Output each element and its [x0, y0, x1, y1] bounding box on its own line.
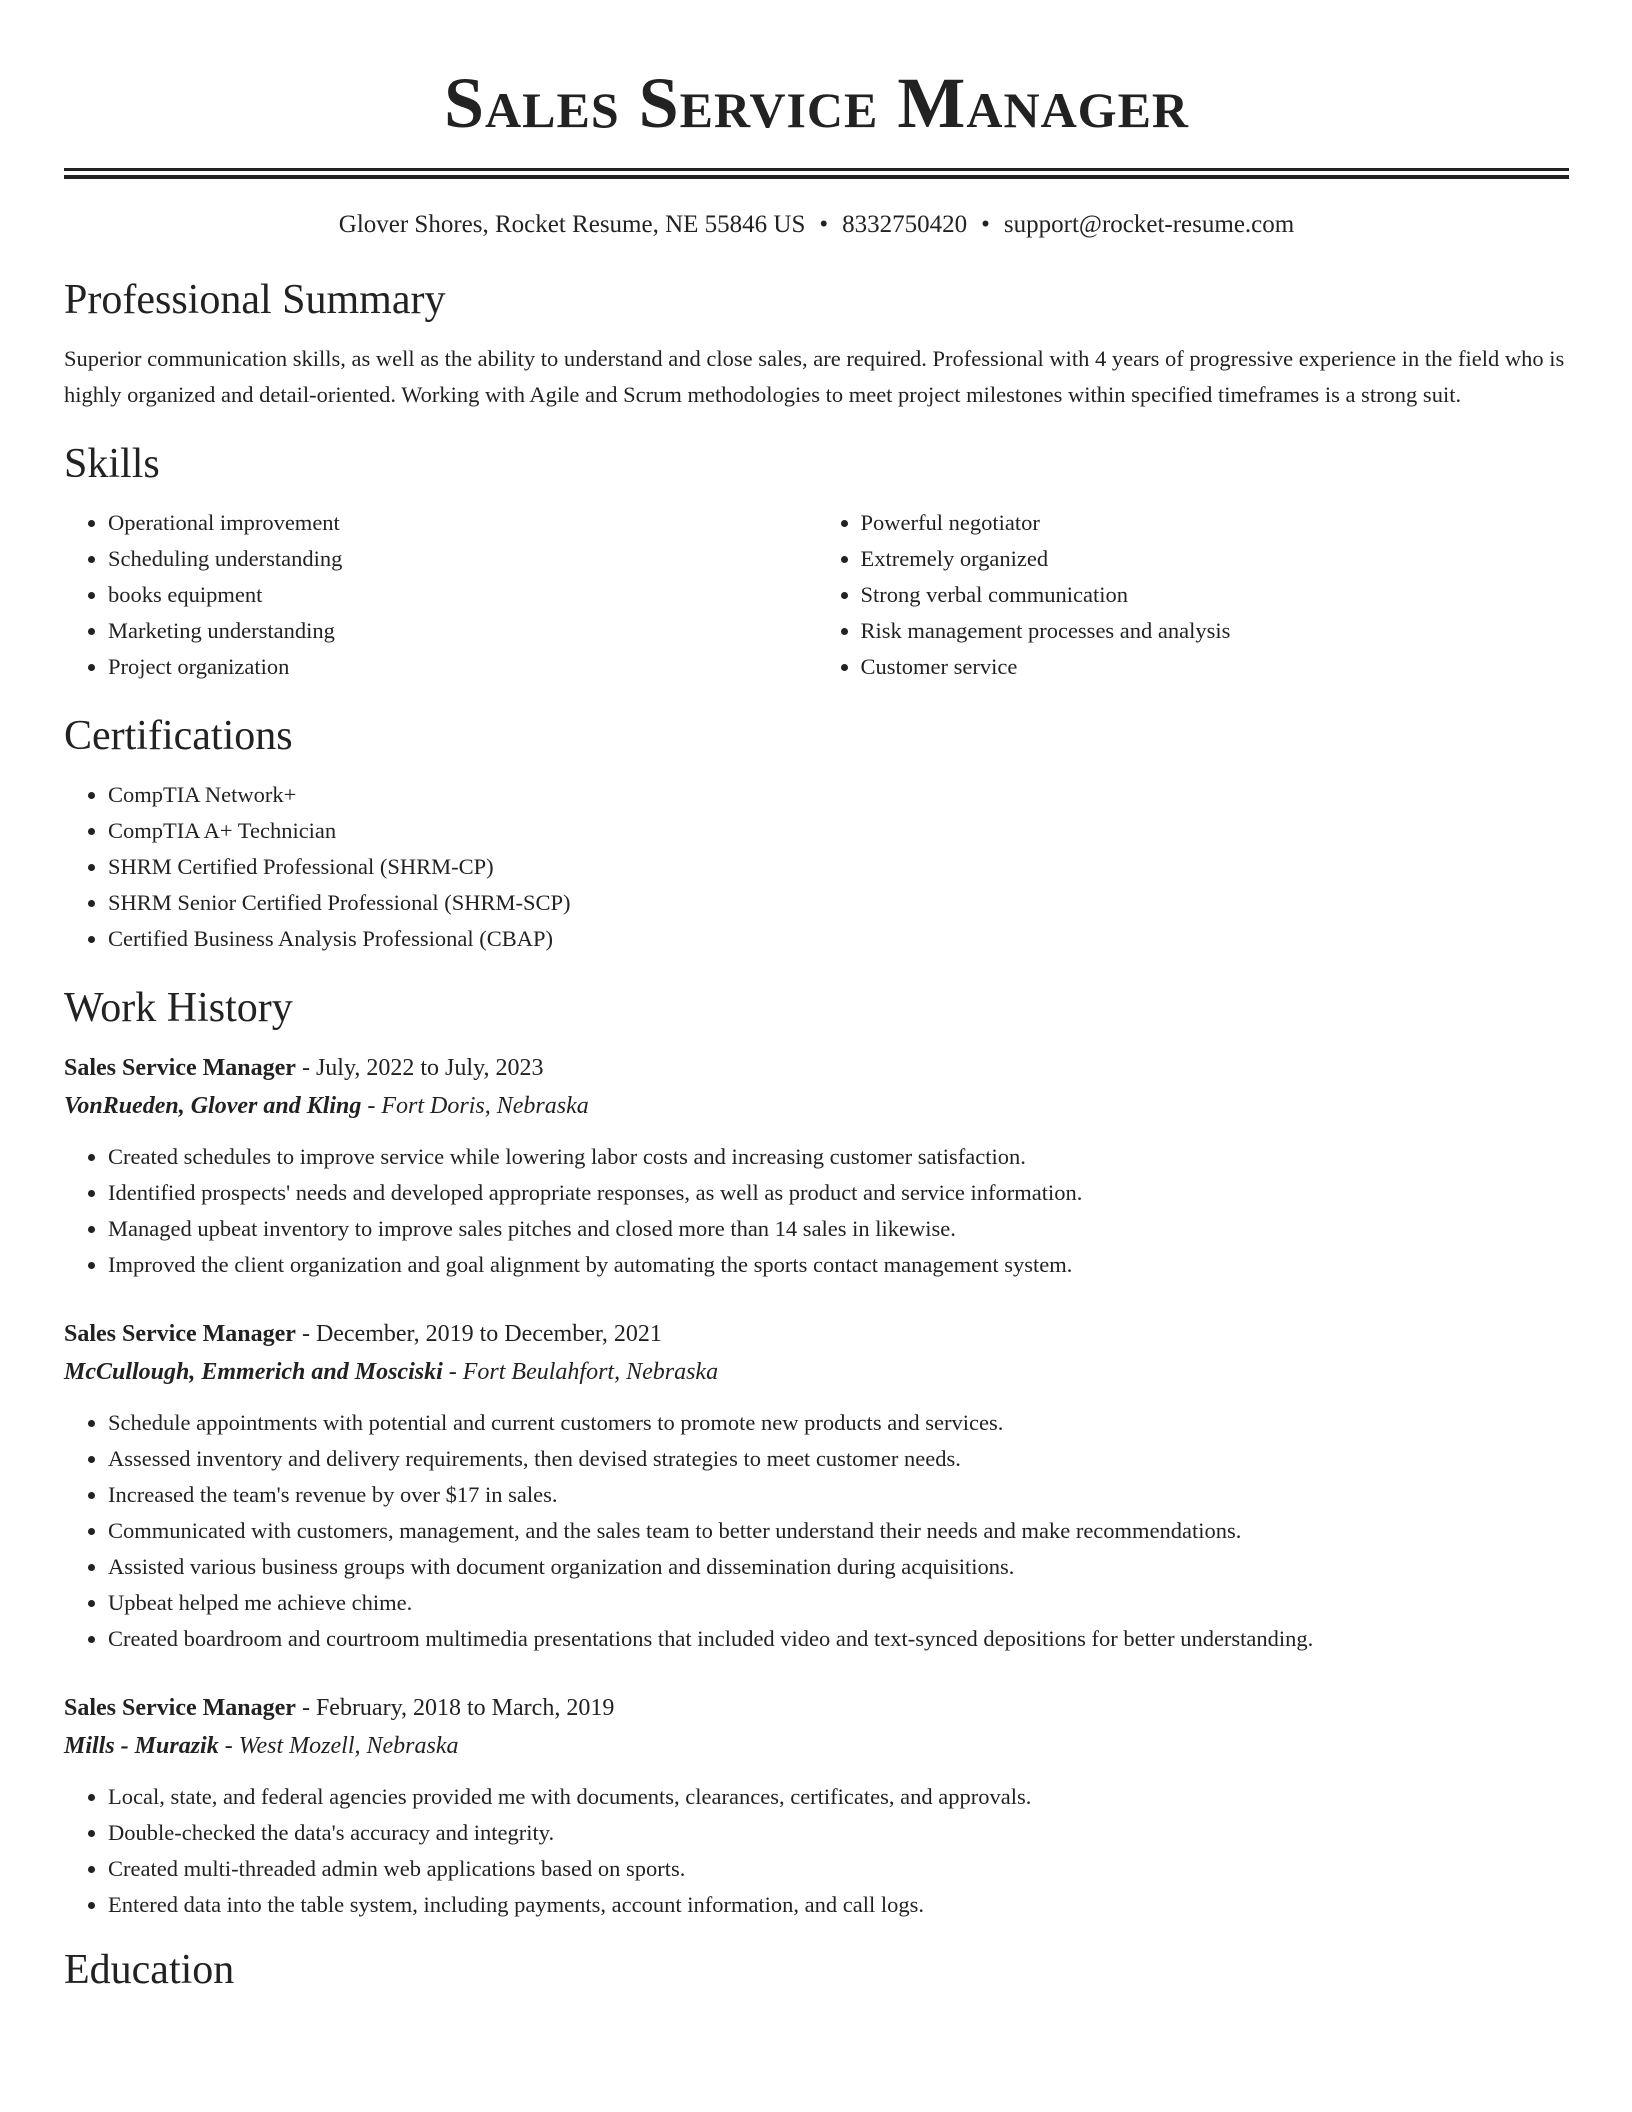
skill-item: • Strong verbal communication — [861, 577, 1570, 613]
job-location: West Mozell, Nebraska — [238, 1733, 459, 1759]
job-company-line: VonRueden, Glover and Kling - Fort Doris, Nebraska — [64, 1093, 589, 1119]
job-bullet: • Upbeat helped me achieve chime. — [108, 1585, 1569, 1621]
skill-item: • Scheduling understanding — [108, 541, 817, 577]
skill-item: • Customer service — [861, 649, 1570, 685]
certification-item: • CompTIA Network+ — [108, 777, 1569, 813]
contact-phone: 8332750420 — [842, 211, 968, 238]
job-bullet: • Assessed inventory and delivery requirements, then devised strategies to meet customer needs. — [108, 1441, 1569, 1477]
job-bullet: • Created schedules to improve service while lowering labor costs and increasing customer satisfaction. — [108, 1139, 1569, 1175]
skill-item: • Risk management processes and analysis — [861, 613, 1570, 649]
job-dates: December, 2019 to December, 2021 — [315, 1321, 662, 1347]
job-bullet: • Entered data into the table system, including payments, account information, and call logs. — [108, 1887, 1569, 1923]
job-role: Sales Service Manager — [64, 1695, 296, 1721]
job-bullets — [64, 1405, 1569, 1657]
skill-item: • Operational improvement — [108, 505, 817, 541]
certification-item: • Certified Business Analysis Professional (CBAP) — [108, 921, 1569, 957]
skills-list-right — [817, 505, 1570, 685]
job-dates: February, 2018 to March, 2019 — [315, 1695, 615, 1721]
job-title-line: Sales Service Manager - July, 2022 to July, 2023 — [64, 1055, 544, 1081]
skill-item: • books equipment — [108, 577, 817, 613]
certification-item: • CompTIA A+ Technician — [108, 813, 1569, 849]
job-bullet: • Improved the client organization and goal alignment by automating the sports contact management system. — [108, 1247, 1569, 1283]
job-bullet: • Double-checked the data's accuracy and integrity. — [108, 1815, 1569, 1851]
skills-heading: Skills — [64, 441, 160, 487]
job-bullet: • Increased the team's revenue by over $17 in sales. — [108, 1477, 1569, 1513]
title-divider — [64, 168, 1569, 179]
skill-item: • Powerful negotiator — [861, 505, 1570, 541]
education-heading: Education — [64, 1947, 235, 1993]
contact-line — [64, 209, 1569, 241]
contact-address: Glover Shores, Rocket Resume, NE 55846 US — [338, 211, 806, 238]
summary-heading: Professional Summary — [64, 277, 446, 323]
job-location: Fort Doris, Nebraska — [381, 1093, 589, 1119]
job-bullets — [64, 1139, 1569, 1283]
skill-item: • Extremely organized — [861, 541, 1570, 577]
job-bullets — [64, 1779, 1569, 1923]
skills-columns — [64, 505, 1569, 685]
resume-page — [64, 0, 1569, 1995]
job-entry — [64, 1049, 1569, 1283]
job-company: Mills - Murazik — [64, 1733, 219, 1759]
summary-text: Superior communication skills, as well as the ability to understand and close sales, are required. Professional with 4 years of progressive experience in the field who is highly organized and detail-oriented. Working with Agile and Scrum methodologies to meet project milestones within specified timeframes is a strong suit. — [64, 346, 1565, 407]
contact-separator: • — [819, 211, 829, 238]
skills-list-left — [64, 505, 817, 685]
job-company-line: Mills - Murazik - West Mozell, Nebraska — [64, 1733, 459, 1759]
job-company: McCullough, Emmerich and Mosciski — [64, 1359, 443, 1385]
job-role: Sales Service Manager — [64, 1055, 296, 1081]
job-title-line: Sales Service Manager - February, 2018 to March, 2019 — [64, 1695, 615, 1721]
job-bullet: • Schedule appointments with potential and current customers to promote new products and services. — [108, 1405, 1569, 1441]
job-company-line: McCullough, Emmerich and Mosciski - Fort Beulahfort, Nebraska — [64, 1359, 719, 1385]
job-bullet: • Created boardroom and courtroom multimedia presentations that included video and text-synced depositions for better understanding. — [108, 1621, 1569, 1657]
contact-email: support@rocket-resume.com — [1003, 211, 1295, 238]
contact-separator: • — [981, 211, 990, 238]
job-dates: July, 2022 to July, 2023 — [315, 1055, 544, 1081]
job-role: Sales Service Manager — [64, 1321, 296, 1347]
skill-item: • Project organization — [108, 649, 817, 685]
resume-title: Sales Service Manager — [443, 63, 1190, 143]
job-bullet: • Identified prospects' needs and developed appropriate responses, as well as product and service information. — [108, 1175, 1569, 1211]
job-bullet: • Assisted various business groups with document organization and dissemination during acquisitions. — [108, 1549, 1569, 1585]
job-entry — [64, 1689, 1569, 1923]
job-bullet: • Created multi-threaded admin web applications based on sports. — [108, 1851, 1569, 1887]
certifications-heading: Certifications — [64, 713, 293, 759]
job-bullet: • Communicated with customers, management, and the sales team to better understand their needs and make recommendations. — [108, 1513, 1569, 1549]
certifications-list — [64, 777, 1569, 957]
job-location: Fort Beulahfort, Nebraska — [462, 1359, 719, 1385]
certification-item: • SHRM Senior Certified Professional (SHRM-SCP) — [108, 885, 1569, 921]
certification-item: • SHRM Certified Professional (SHRM-CP) — [108, 849, 1569, 885]
job-title-line: Sales Service Manager - December, 2019 to December, 2021 — [64, 1321, 662, 1347]
job-company: VonRueden, Glover and Kling — [64, 1093, 362, 1119]
job-bullet: • Local, state, and federal agencies provided me with documents, clearances, certificates, and approvals. — [108, 1779, 1569, 1815]
job-bullet: • Managed upbeat inventory to improve sales pitches and closed more than 14 sales in likewise. — [108, 1211, 1569, 1247]
work-history-heading: Work History — [64, 985, 293, 1031]
job-entry — [64, 1315, 1569, 1657]
skill-item: • Marketing understanding — [108, 613, 817, 649]
